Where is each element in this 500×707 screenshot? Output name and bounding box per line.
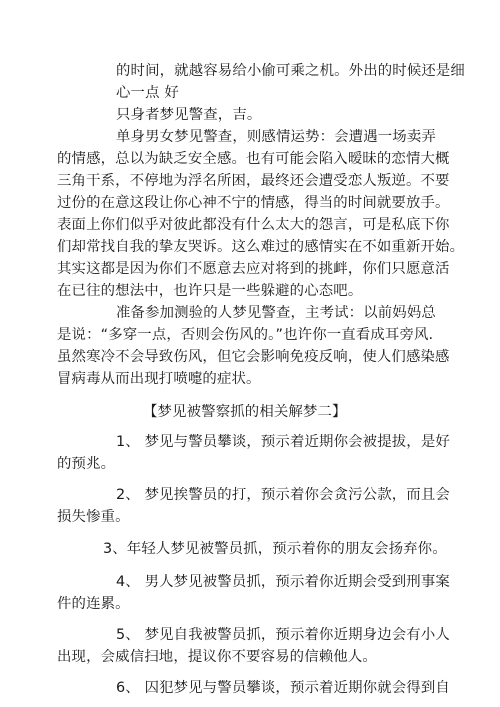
text-line: 过份的在意这段让你心神不宁的情感，得当的时间就要放手。: [57, 195, 450, 211]
text-line: 们却常找自我的挚友哭诉。这么难过的感情实在不如重新开始。: [57, 239, 465, 255]
text-line: 其实这都是因为你们不愿意去应对将到的挑衅，你们只愿意活: [57, 261, 450, 277]
text-line: 表面上你们似乎对彼此都没有什么太大的怨言，可是私底下你: [57, 217, 450, 233]
text-line: 6、 囚犯梦见与警员攀谈，预示着近期你就会得到自: [116, 680, 450, 696]
section-heading: 【梦见被警察抓的相关解梦二】: [143, 404, 347, 420]
text-line: 2、 梦见挨警员的打，预示着你会贪污公款，而且会: [116, 487, 450, 503]
text-line: 三角干系，不停地为浮名所困，最终还会遭受恋人叛逆。不要: [57, 173, 450, 189]
text-line: 是说：“多穿一点，否则会伤风的。”也许你一直看成耳旁风.: [57, 327, 434, 343]
text-line: 件的连累。: [57, 596, 130, 612]
text-line: 5、 梦见自我被警员抓，预示着你近期身边会有小人: [116, 627, 450, 643]
text-line: 3、年轻人梦见被警员抓，预示着你的朋友会扬弃你。: [103, 541, 447, 557]
text-line: 1、 梦见与警员攀谈，预示着近期你会被提拔，是好: [116, 434, 450, 450]
text-line: 心一点 好: [116, 85, 179, 101]
text-line: 冒病毒从而出现打喷嚏的症状。: [57, 371, 261, 387]
text-line: 虽然寒冷不会导致伤风，但它会影响免疫反响，使人们感染感: [57, 349, 450, 365]
text-line: 出现，会威信扫地，提议你不要容易的信赖他人。: [57, 649, 377, 665]
text-line: 的时间，就越容易给小偷可乘之机。外出的时候还是细: [116, 63, 465, 79]
text-line: 4、 男人梦见被警员抓，预示着你近期会受到刑事案: [116, 574, 450, 590]
text-line: 只身者梦见警查，吉。: [116, 107, 262, 123]
text-line: 准备参加测验的人梦见警查，主考试：以前妈妈总: [116, 305, 436, 321]
text-line: 的情感，总以为缺乏安全感。也有可能会陷入暧昧的恋情大概: [57, 151, 450, 167]
text-line: 在已往的想法中，也许只是一些躲避的心态吧。: [57, 283, 363, 299]
text-line: 的预兆。: [57, 456, 116, 472]
text-line: 单身男女梦见警查，则感情运势：会遭遇一场卖弄: [116, 129, 436, 145]
text-line: 损失惨重。: [57, 509, 130, 525]
